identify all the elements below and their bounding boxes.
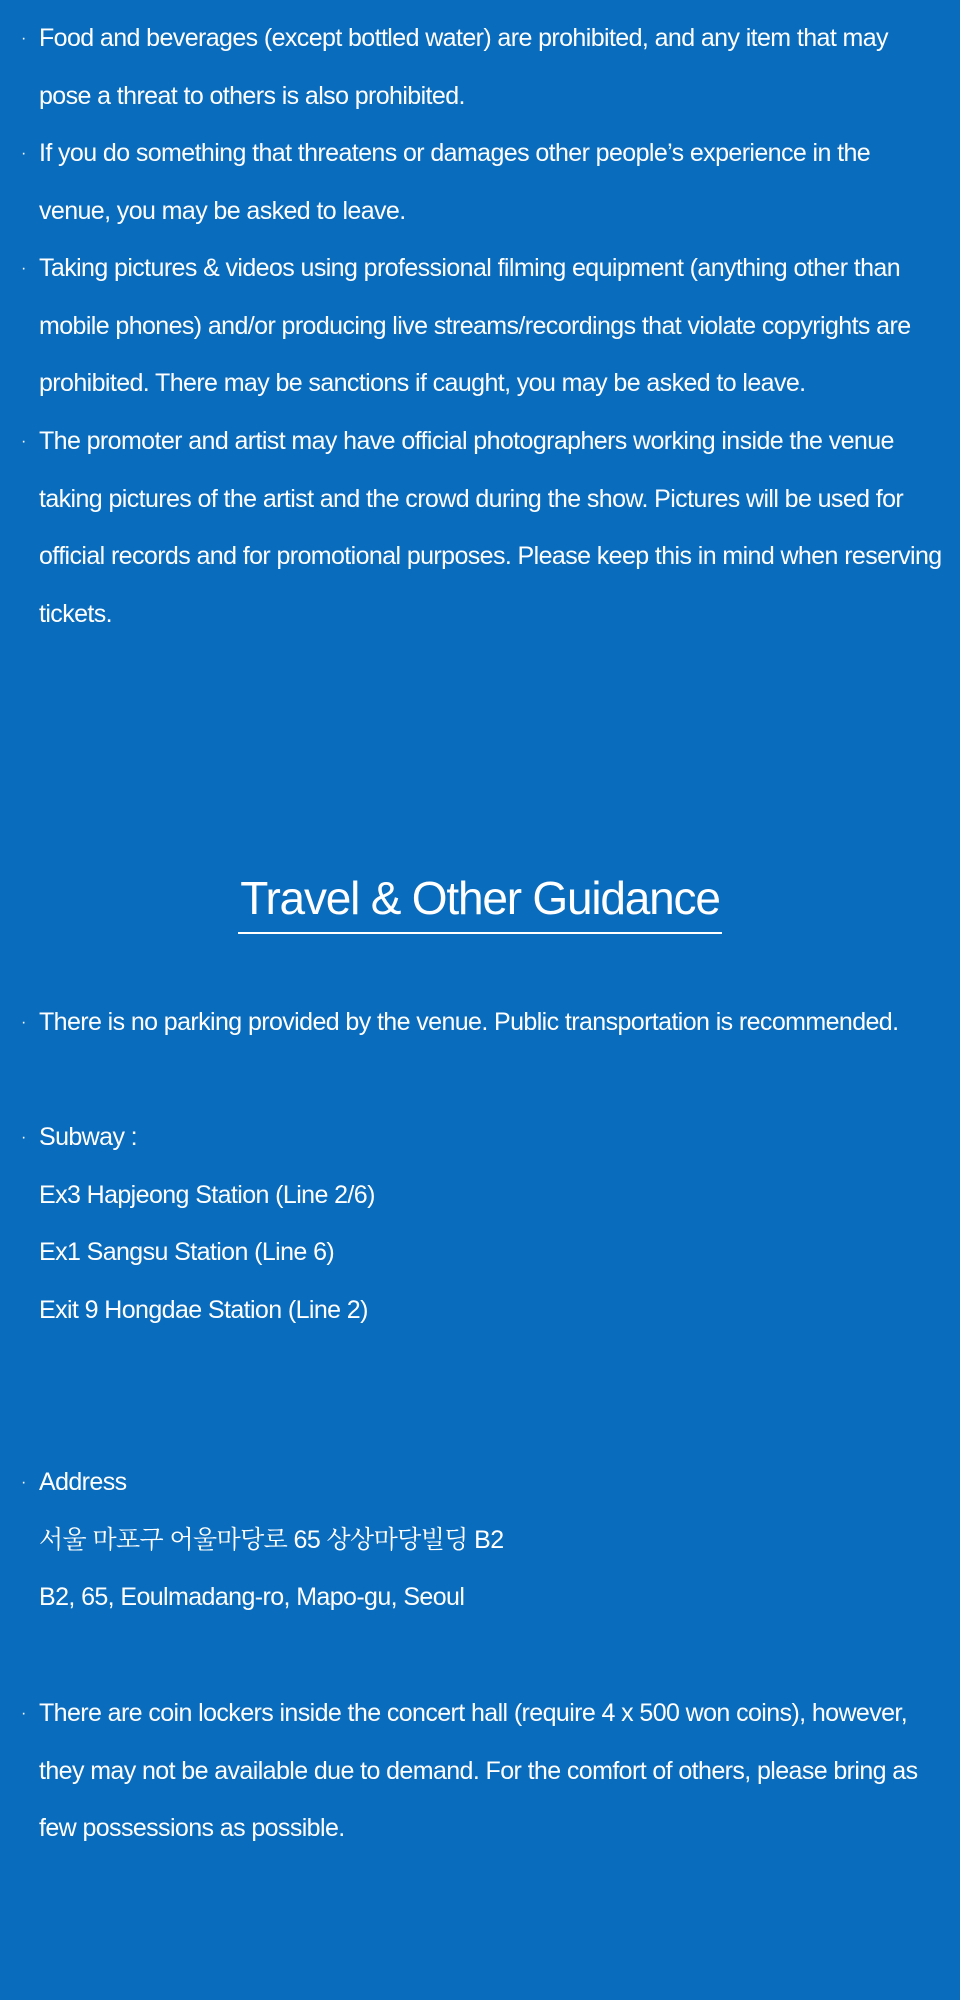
bullet-dot: · <box>21 1474 26 1491</box>
section-title <box>0 868 960 934</box>
rule-line: pose a threat to others is also prohibited. <box>39 81 465 110</box>
rule-text <box>39 125 929 240</box>
rule-line: Food and beverages (except bottled water) are prohibited, and any item that may <box>39 24 888 52</box>
subway-line: Ex1 Sangsu Station (Line 6) <box>39 1238 335 1267</box>
section-title-text: Travel & Other Guidance <box>238 868 721 934</box>
travel-subway <box>0 1109 960 1339</box>
lockers-line: There are coin lockers inside the concert hall (require 4 x 500 won coins), however, <box>39 1699 908 1727</box>
lockers-line: few possessions as possible. <box>39 1814 345 1843</box>
travel-address <box>0 1454 960 1627</box>
rule-line: mobile phones) and/or producing live streams/recordings that violate copyrights are <box>39 311 911 340</box>
rule-line: official records and for promotional purposes. Please keep this in mind when reserving <box>39 542 942 571</box>
rule-line: prohibited. There may be sanctions if caught, you may be asked to leave. <box>39 369 806 398</box>
travel-parking <box>0 994 960 1052</box>
rule-line: Taking pictures & videos using professional filming equipment (anything other than <box>39 254 901 282</box>
subway-heading: Subway : <box>39 1123 138 1151</box>
bullet-dot: · <box>21 1014 26 1031</box>
rule-line: tickets. <box>39 599 112 628</box>
address-english: B2, 65, Eoulmadang-ro, Mapo-gu, Seoul <box>39 1583 465 1612</box>
rule-line: The promoter and artist may have official photographers working inside the venue <box>39 427 894 455</box>
rule-food-beverages <box>0 10 960 125</box>
rule-filming <box>0 240 960 413</box>
travel-text <box>39 1454 929 1627</box>
travel-text <box>39 1109 929 1339</box>
rule-text <box>39 413 942 643</box>
subway-line: Ex3 Hapjeong Station (Line 2/6) <box>39 1180 375 1209</box>
travel-text <box>39 1685 929 1858</box>
bullet-dot: · <box>21 1705 26 1722</box>
bullet-dot: · <box>21 30 26 47</box>
rule-line: taking pictures of the artist and the crowd during the show. Pictures will be used for <box>39 484 904 513</box>
address-korean: 서울 마포구 어울마당로 65 상상마당빌딩 B2 <box>39 1525 504 1554</box>
lockers-line: they may not be available due to demand. For the comfort of others, please bring as <box>39 1756 918 1785</box>
rule-text <box>39 240 929 413</box>
subway-line: Exit 9 Hongdae Station (Line 2) <box>39 1295 368 1324</box>
rule-line: If you do something that threatens or damages other people’s experience in the <box>39 139 871 167</box>
bullet-dot: · <box>21 260 26 277</box>
travel-text <box>39 994 929 1052</box>
travel-lockers <box>0 1685 960 1858</box>
rule-official-photographers <box>0 413 960 643</box>
parking-line: There is no parking provided by the venue. Public transportation is recommended. <box>39 1008 899 1036</box>
bullet-dot: · <box>21 1129 26 1146</box>
rule-text <box>39 10 929 125</box>
bullet-dot: · <box>21 145 26 162</box>
rule-behavior <box>0 125 960 240</box>
rule-line: venue, you may be asked to leave. <box>39 196 406 225</box>
address-heading: Address <box>39 1468 127 1496</box>
bullet-dot: · <box>21 433 26 450</box>
